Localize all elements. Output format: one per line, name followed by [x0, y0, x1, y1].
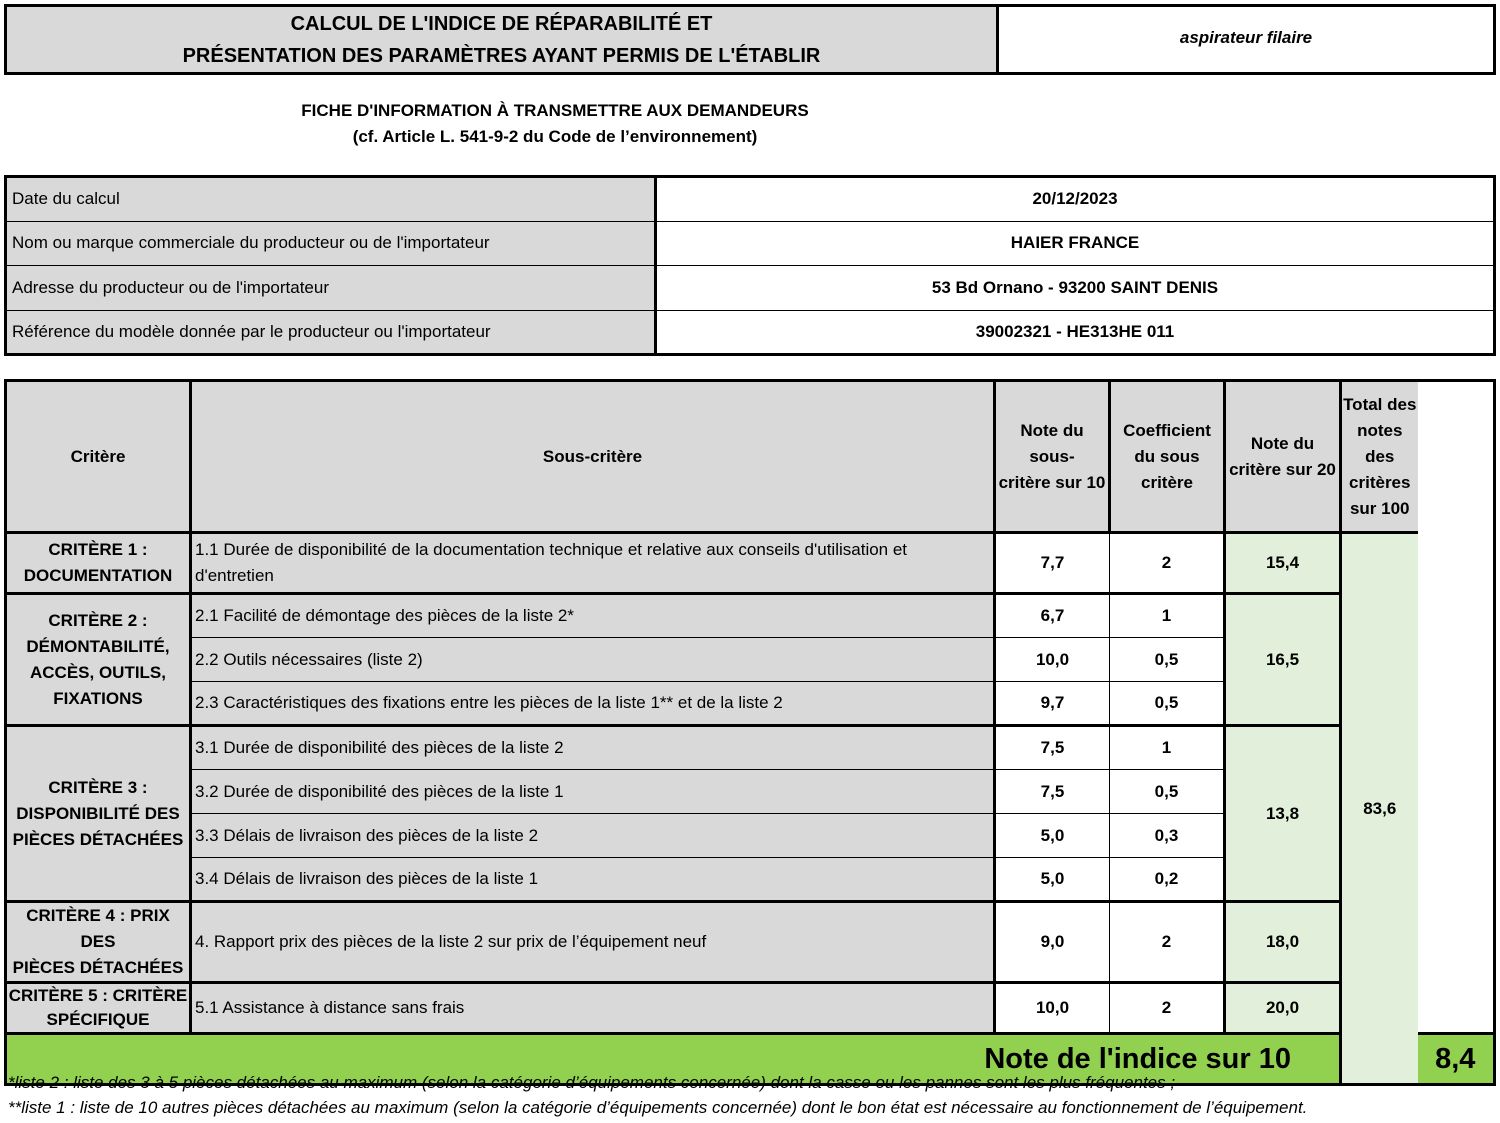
subcriterion-label: 5.1 Assistance à distance sans frais [191, 983, 995, 1034]
col-header-note-sous: Note du sous- critère sur 10 [995, 381, 1110, 533]
fiche-line-2: (cf. Article L. 541-9-2 du Code de l’environnement) [352, 127, 758, 146]
info-row-address [6, 266, 1495, 311]
subcriterion-label: 3.4 Délais de livraison des pièces de la liste 1 [191, 858, 995, 902]
criterion-2-name: CRITÈRE 2 : DÉMONTABILITÉ, ACCÈS, OUTILS, FIXATIONS [6, 594, 191, 726]
subcriterion-label: 4. Rapport prix des pièces de la liste 2 sur prix de l’équipement neuf [191, 902, 995, 983]
subcriterion-label: 3.3 Délais de livraison des pièces de la liste 2 [191, 814, 995, 858]
criterion-score: 20,0 [1225, 983, 1341, 1034]
product-type: aspirateur filaire [1179, 27, 1313, 47]
table-header-row [6, 381, 1495, 533]
col-header-critere: Critère [6, 381, 191, 533]
title-line-1: CALCUL DE L'INDICE DE RÉPARABILITÉ ET [290, 12, 713, 35]
criterion-score: 15,4 [1225, 533, 1341, 594]
subcriterion-note: 5,0 [995, 814, 1110, 858]
subcriterion-coef: 2 [1110, 983, 1225, 1034]
title-line-2: PRÉSENTATION DES PARAMÈTRES AYANT PERMIS DE L'ÉTABLIR [182, 44, 821, 67]
subcriterion-note: 6,7 [995, 594, 1110, 638]
subcriterion-note: 10,0 [995, 983, 1110, 1034]
report-title [7, 7, 999, 72]
subcriterion-note: 7,7 [995, 533, 1110, 594]
subcriterion-note: 9,7 [995, 682, 1110, 726]
col-header-sous-critere: Sous-critère [191, 381, 995, 533]
subcriterion-label: 2.1 Facilité de démontage des pièces de la liste 2* [191, 594, 995, 638]
info-label: Nom ou marque commerciale du producteur ou de l'importateur [6, 221, 656, 266]
subcriterion-coef: 0,5 [1110, 770, 1225, 814]
table-row [6, 533, 1495, 594]
subcriterion-label: 2.3 Caractéristiques des fixations entre les pièces de la liste 1** et de la liste 2 [191, 682, 995, 726]
subcriterion-label: 1.1 Durée de disponibilité de la documentation technique et relative aux conseils d'utilisation et d'entretien [191, 533, 995, 594]
final-score-value: 8,4 [1418, 1034, 1495, 1085]
table-row [6, 594, 1495, 638]
criterion-score: 16,5 [1225, 594, 1341, 726]
criterion-score: 13,8 [1225, 726, 1341, 902]
subcriterion-coef: 1 [1110, 594, 1225, 638]
col-header-note-critere: Note du critère sur 20 [1225, 381, 1341, 533]
subcriterion-label: 3.2 Durée de disponibilité des pièces de la liste 1 [191, 770, 995, 814]
info-label: Référence du modèle donnée par le producteur ou l'importateur [6, 310, 656, 355]
info-label: Date du calcul [6, 177, 656, 222]
info-row-date [6, 177, 1495, 222]
subcriterion-coef: 0,3 [1110, 814, 1225, 858]
report-header [4, 4, 1496, 75]
subcriterion-note: 10,0 [995, 638, 1110, 682]
info-row-brand [6, 221, 1495, 266]
info-table [4, 175, 1496, 356]
subcriterion-coef: 0,5 [1110, 638, 1225, 682]
info-row-reference [6, 310, 1495, 355]
info-value: HAIER FRANCE [656, 221, 1495, 266]
subcriterion-coef: 0,5 [1110, 682, 1225, 726]
subcriterion-coef: 2 [1110, 902, 1225, 983]
criterion-5-name: CRITÈRE 5 : CRITÈRE SPÉCIFIQUE [6, 983, 191, 1034]
criterion-1-name: CRITÈRE 1 : DOCUMENTATION [6, 533, 191, 594]
subcriterion-note: 7,5 [995, 770, 1110, 814]
subcriterion-note: 5,0 [995, 858, 1110, 902]
subcriterion-coef: 0,2 [1110, 858, 1225, 902]
info-value: 53 Bd Ornano - 93200 SAINT DENIS [656, 266, 1495, 311]
col-header-total: Total des notes des critères sur 100 [1341, 381, 1418, 533]
total-score: 83,6 [1341, 533, 1418, 1085]
subcriterion-coef: 1 [1110, 726, 1225, 770]
subcriterion-coef: 2 [1110, 533, 1225, 594]
subcriterion-note: 9,0 [995, 902, 1110, 983]
table-row [6, 902, 1495, 983]
subcriterion-note: 7,5 [995, 726, 1110, 770]
info-label: Adresse du producteur ou de l'importateur [6, 266, 656, 311]
criterion-score: 18,0 [1225, 902, 1341, 983]
col-header-coefficient: Coefficient du sous critère [1110, 381, 1225, 533]
table-row [6, 726, 1495, 770]
table-row [6, 983, 1495, 1034]
fiche-subtitle [0, 98, 1110, 150]
info-value: 20/12/2023 [656, 177, 1495, 222]
subcriterion-label: 3.1 Durée de disponibilité des pièces de la liste 2 [191, 726, 995, 770]
criterion-3-name: CRITÈRE 3 : DISPONIBILITÉ DES PIÈCES DÉTACHÉES [6, 726, 191, 902]
info-value: 39002321 - HE313HE 011 [975, 321, 1175, 341]
scoring-table [4, 379, 1496, 1086]
subcriterion-label: 2.2 Outils nécessaires (liste 2) [191, 638, 995, 682]
fiche-line-1: FICHE D'INFORMATION À TRANSMETTRE AUX DEMANDEURS [301, 101, 809, 120]
footnote-list-2: *liste 2 : liste des 3 à 5 pièces détachées au maximum (selon la catégorie d’équipements concernée) dont la casse ou les pannes sont les plus fréquentes ; [8, 1073, 1176, 1092]
criterion-4-name: CRITÈRE 4 : PRIX DES PIÈCES DÉTACHÉES [6, 902, 191, 983]
footnote-list-1: **liste 1 : liste de 10 autres pièces détachées au maximum (selon la catégorie d’équipements concernée) dont le bon état est nécessaire au fonctionnement de l’équipement. [8, 1098, 1308, 1117]
final-score-label: Note de l'indice sur 10 [6, 1034, 1341, 1085]
